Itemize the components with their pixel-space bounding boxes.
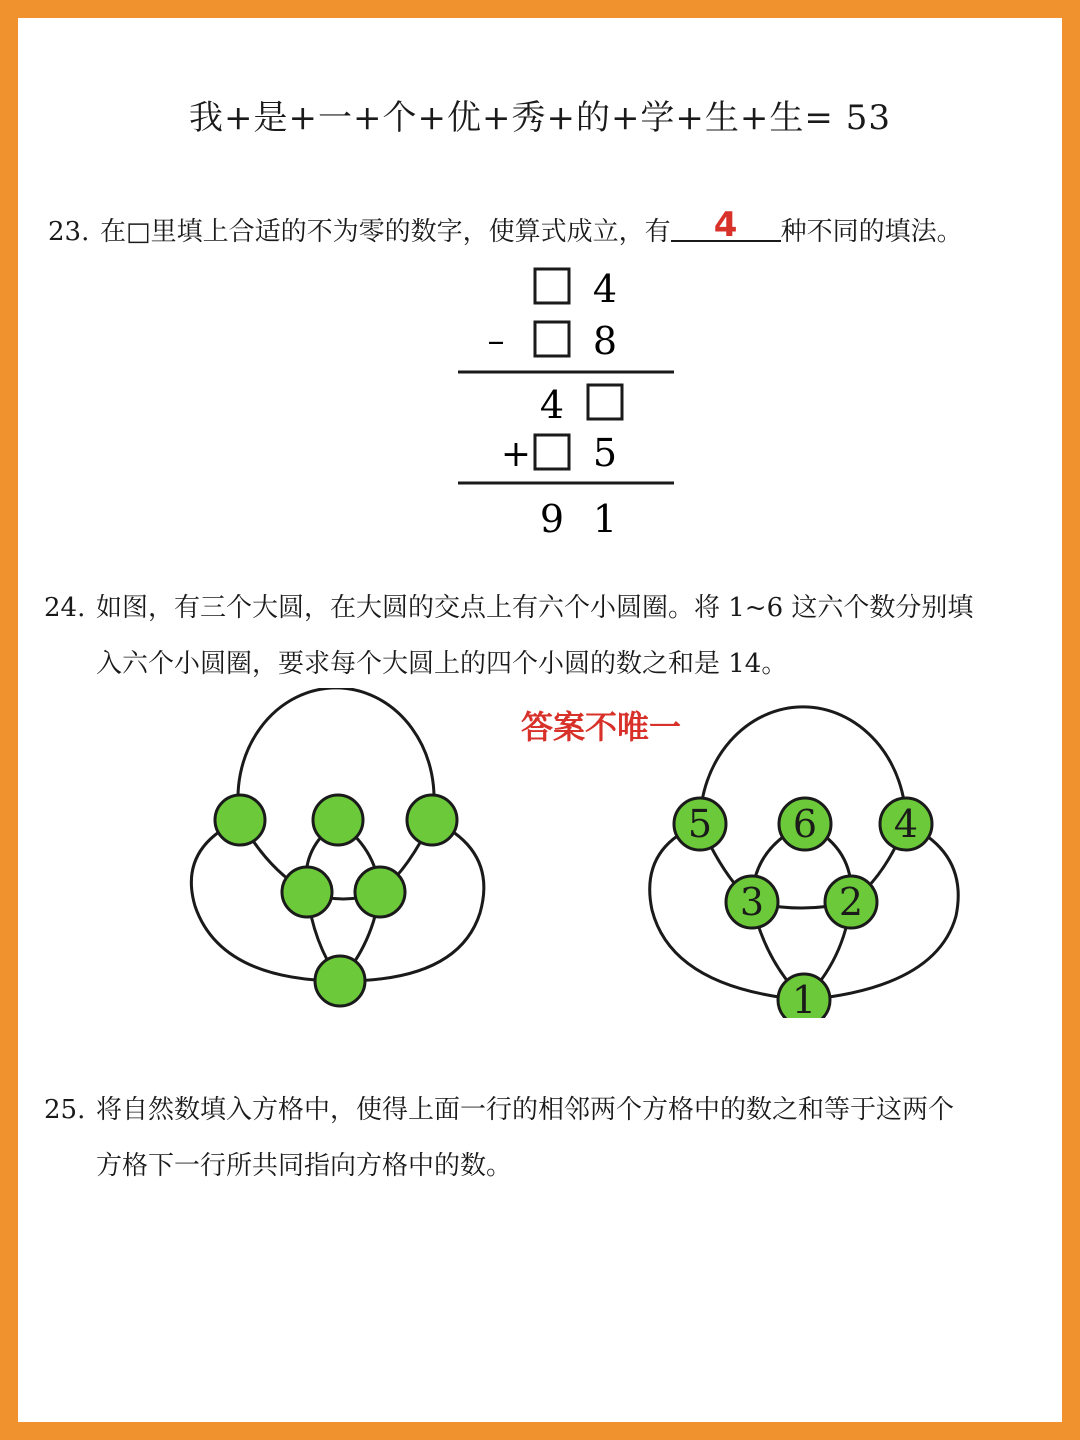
question-25 <box>44 1082 1054 1194</box>
question-24 <box>44 580 1054 692</box>
answer-blank <box>671 205 781 245</box>
answer-value: 4 <box>713 205 738 245</box>
node-circle <box>215 795 265 845</box>
question-number: 23. <box>48 217 90 247</box>
node-circle <box>313 795 363 845</box>
node-number: 3 <box>739 880 765 924</box>
blank-box <box>535 269 569 303</box>
question-text: 在□里填上合适的不为零的数字，使算式成立，有 <box>100 217 671 247</box>
digit: 8 <box>592 319 618 363</box>
digit: 5 <box>592 431 618 475</box>
question-text-line1: 如图，有三个大圆，在大圆的交点上有六个小圆圈。将 1~6 这六个数分别填 <box>96 593 974 623</box>
blank-box <box>535 435 569 469</box>
result-digit: 1 <box>592 497 618 540</box>
answer-note: 答案不唯一 <box>521 708 682 746</box>
node-circle <box>282 867 332 917</box>
node-number: 4 <box>893 802 919 846</box>
node-number: 1 <box>791 978 817 1018</box>
question-text-end: 种不同的填法。 <box>780 217 963 247</box>
worksheet-page <box>18 18 1062 1422</box>
question-text-line1: 将自然数填入方格中，使得上面一行的相邻两个方格中的数之和等于这两个 <box>96 1095 955 1125</box>
result-digit: 9 <box>539 497 565 540</box>
plus-sign: + <box>500 434 532 475</box>
question-number: 25. <box>44 1095 86 1125</box>
question-text-line2: 入六个小圆圈，要求每个大圆上的四个小圆的数之和是 14。 <box>96 649 788 679</box>
blank-box <box>588 385 622 419</box>
question-text-line2: 方格下一行所共同指向方格中的数。 <box>96 1151 513 1181</box>
digit: 4 <box>539 383 565 427</box>
question-number: 24. <box>44 593 86 623</box>
node-circle <box>407 795 457 845</box>
minus-sign: – <box>487 321 505 361</box>
circles-diagram-blank <box>188 688 508 1018</box>
node-circle <box>355 867 405 917</box>
vertical-arithmetic <box>438 250 698 540</box>
node-number: 2 <box>838 880 864 924</box>
blank-box <box>535 322 569 356</box>
node-circle <box>315 956 365 1006</box>
node-number: 6 <box>792 802 818 846</box>
digit: 4 <box>592 267 618 311</box>
circles-diagram-solution <box>644 688 964 1018</box>
header-equation: 我+是+一+个+优+秀+的+学+生+生= 53 <box>189 98 891 138</box>
node-number: 5 <box>687 802 713 846</box>
